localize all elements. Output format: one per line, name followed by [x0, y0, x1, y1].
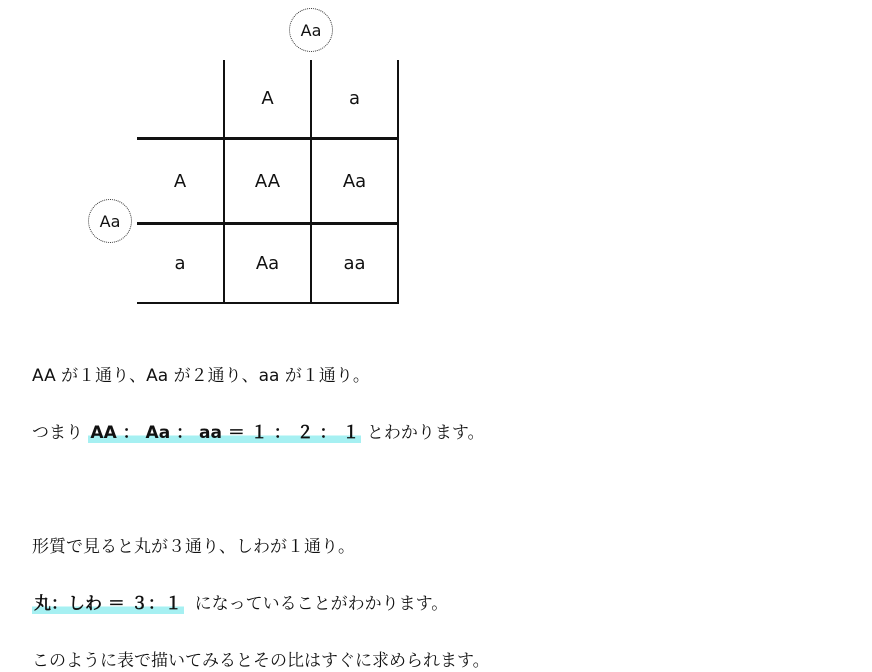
conclusion-sentence: このように表で描いてみるとその比はすぐに求められます。 — [32, 651, 490, 671]
col-header-A: A — [261, 88, 274, 109]
parent-genotype-left: Aa — [88, 199, 132, 243]
genotype-ratio-prefix: つまり — [32, 423, 89, 443]
row-header-A: A — [173, 170, 187, 192]
phenotype-ratio-highlight: 丸：しわ ＝ ３：１ — [34, 594, 182, 614]
grid-hline-3 — [137, 302, 399, 304]
cell-AA: AA — [254, 170, 281, 192]
phenotype-ratio-sentence — [32, 589, 448, 614]
cell-aa: aa — [343, 253, 366, 274]
phenotype-ratio-suffix: になっていることがわかります。 — [183, 594, 449, 614]
phenotype-count-sentence: 形質で見ると丸が３通り、しわが１通り。 — [32, 537, 355, 557]
col-header-a: a — [348, 88, 361, 109]
genotype-ratio-suffix: とわかります。 — [361, 423, 485, 443]
genotype-ratio-sentence — [32, 418, 485, 443]
cell-Aa-bottom: Aa — [255, 253, 280, 274]
parent-genotype-top: Aa — [289, 8, 333, 52]
cell-Aa-top: Aa — [342, 170, 367, 192]
row-header-a: a — [174, 253, 186, 274]
grid-vline-3 — [397, 60, 399, 304]
ratio-count-sentence: AA が１通り、Aa が２通り、aa が１通り。 — [32, 366, 370, 386]
genotype-ratio-highlight: AA ： Aa ： aa ＝ １ ： ２ ： １ — [90, 423, 360, 443]
